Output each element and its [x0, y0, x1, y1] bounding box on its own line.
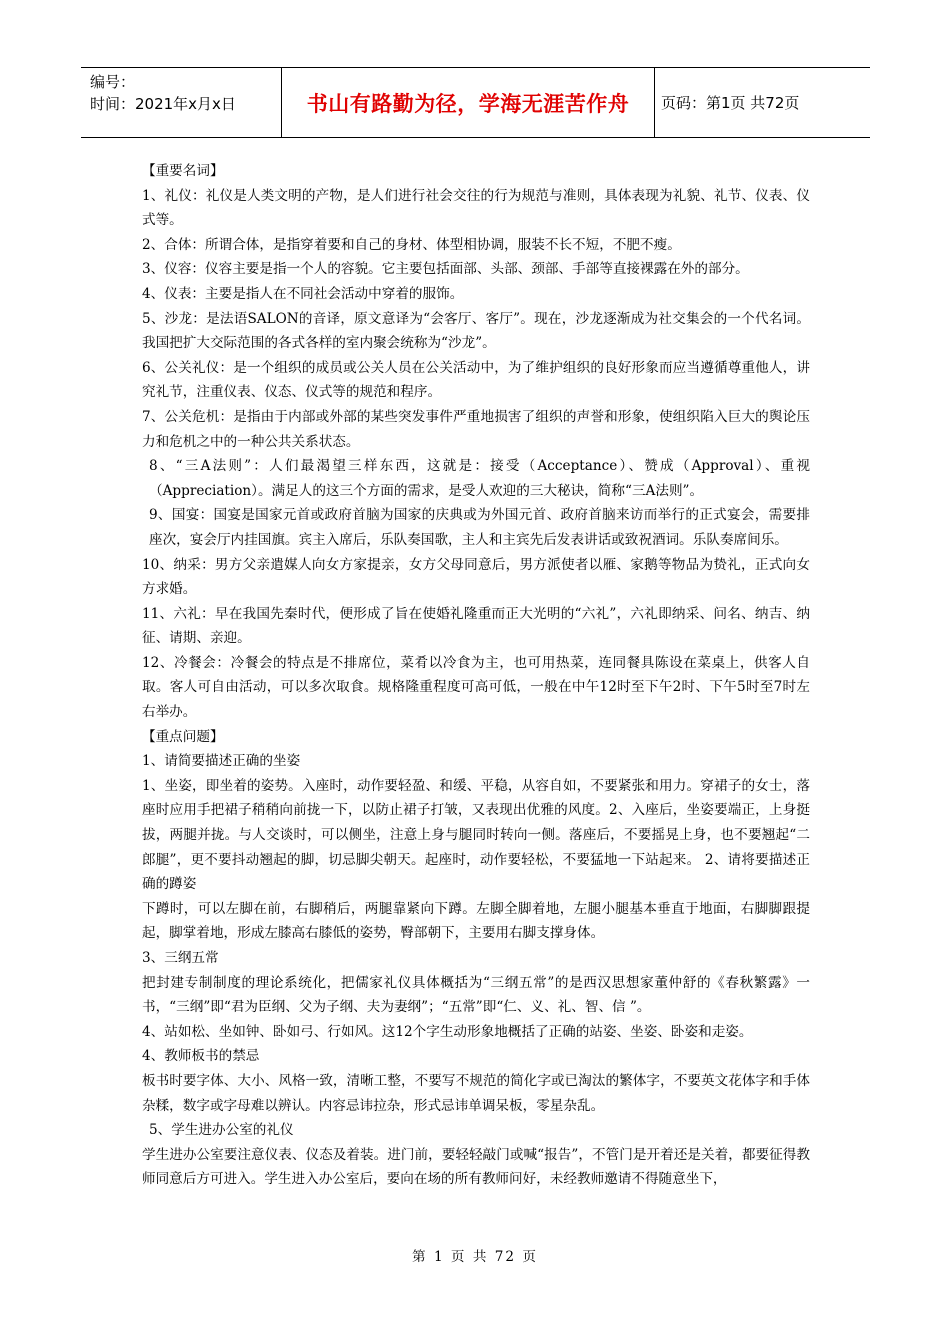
header-page-number: 页码：第1页 共72页 [661, 94, 800, 112]
paragraph: 4、教师板书的禁忌 [142, 1048, 260, 1065]
page-footer: 第 1 页 共 72 页 [412, 1249, 538, 1265]
paragraph: 3、仪容：仪容主要是指一个人的容貌。它主要包括面部、头部、颈部、手部等直接裸露在外的部分。 [142, 261, 749, 278]
paragraph: 下蹲时，可以左脚在前，右脚稍后，两腿靠紧向下蹲。左脚全脚着地，左腿小腿基本垂直于地面，右脚脚跟提起，脚掌着地，形成左膝高右膝低的姿势，臀部朝下，主要用右脚支撑身体。 [142, 900, 810, 942]
paragraph: 4、站如松、坐如钟、卧如弓、行如风。这12个字生动形象地概括了正确的站姿、坐姿、卧姿和走姿。 [142, 1023, 753, 1040]
paragraph: 板书时要字体、大小、风格一致，清晰工整，不要写不规范的简化字或已淘汰的繁体字，不要英文花体字和手体杂糅，数字或字母难以辨认。内容忌讳拉杂，形式忌讳单调呆板，零星杂乱。 [142, 1072, 810, 1114]
paragraph: 学生进办公室要注意仪表、仪态及着装。进门前，要轻轻敲门或喊“报告”，不管门是开着还是关着，都要征得教师同意后方可进入。学生进入办公室后，要向在场的所有教师问好，未经教师邀请不得随意坐下， [142, 1146, 810, 1188]
paragraph: 8、“三A法则”：人们最渴望三样东西，这就是：接受（Acceptance）、赞成（Approval）、重视（Appreciation）。满足人的这三个方面的需求，是受人欢迎的三大秘诀，简称“三A法则”。 [149, 458, 810, 499]
header-motto: 书山有路勤为径，学海无涯苦作舟 [282, 68, 655, 137]
paragraph: 5、沙龙：是法语SALON的音译，原文意译为“会客厅、客厅”。现在，沙龙逐渐成为社交集会的一个代名词。我国把扩大交际范围的各式各样的室内聚会统称为“沙龙”。 [142, 310, 810, 352]
page-header [81, 67, 870, 138]
section-heading-questions: 【重点问题】 [142, 728, 224, 745]
paragraph: 10、纳采：男方父亲遣媒人向女方家提亲，女方父母同意后，男方派使者以雁、家鹅等物品为贽礼，正式向女方求婚。 [142, 556, 810, 598]
section-heading-terms: 【重要名词】 [142, 163, 224, 179]
paragraph: 7、公关危机：是指由于内部或外部的某些突发事件严重地损害了组织的声誉和形象，使组织陷入巨大的舆论压力和危机之中的一种公共关系状态。 [142, 408, 810, 450]
paragraph: 9、国宴：国宴是国家元首或政府首脑为国家的庆典或为外国元首、政府首脑来访而举行的正式宴会，需要排座次，宴会厅内挂国旗。宾主入席后，乐队奏国歌，主人和主宾先后发表讲话或致祝酒词。乐队奏席间乐。 [149, 507, 810, 548]
paragraph: 11、六礼：早在我国先秦时代，便形成了旨在使婚礼隆重而正大光明的“六礼”，六礼即纳采、问名、纳吉、纳征、请期、亲迎。 [142, 605, 810, 647]
paragraph: 把封建专制制度的理论系统化，把儒家礼仪具体概括为“三纲五常”的是西汉思想家董仲舒的《春秋繁露》一书，“三纲”即“君为臣纲、父为子纲、夫为妻纲”；“五常”即“仁、义、礼、智、信 ”。 [142, 974, 810, 1016]
document-date-label: 时间：2021年x月x日 [90, 95, 236, 113]
paragraph: 1、礼仪：礼仪是人类文明的产物，是人们进行社会交往的行为规范与准则，具体表现为礼貌、礼节、仪表、仪式等。 [142, 187, 810, 229]
header-info-cell [81, 68, 282, 137]
paragraph: 6、公关礼仪：是一个组织的成员或公关人员在公关活动中，为了维护组织的良好形象而应当遵循尊重他人，讲究礼节，注重仪表、仪态、仪式等的规范和程序。 [142, 359, 810, 401]
paragraph: 1、请简要描述正确的坐姿 [142, 753, 301, 770]
paragraph: 5、学生进办公室的礼仪 [149, 1122, 294, 1139]
paragraph: 3、三纲五常 [142, 950, 219, 966]
document-body [142, 159, 810, 1192]
paragraph: 2、合体：所谓合体，是指穿着要和自己的身材、体型相协调，服装不长不短，不肥不瘦。 [142, 236, 681, 253]
paragraph: 12、冷餐会：冷餐会的特点是不排席位，菜肴以冷食为主，也可用热菜，连同餐具陈设在菜桌上，供客人自取。客人可自由活动，可以多次取食。规格隆重程度可高可低，一般在中午12时至下午2时、下午5时至7时左右举办。 [142, 654, 810, 721]
paragraph: 4、仪表：主要是指人在不同社会活动中穿着的服饰。 [142, 285, 464, 302]
paragraph: 1、坐姿，即坐着的姿势。入座时，动作要轻盈、和缓、平稳，从容自如，不要紧张和用力。穿裙子的女士，落座时应用手把裙子稍稍向前拢一下，以防止裙子打皱，又表现出优雅的风度。2、入座后，坐姿要端正，上身挺拔，两腿并拢。与人交谈时，可以侧坐，注意上身与腿同时转向一侧。落座后，不要摇晃上身，也不要翘起“二郎腿”，更不要抖动翘起的脚，切忌脚尖朝天。起座时，动作要轻松，不要猛地一下站起来。 2、请将要描述正确的蹲姿 [142, 777, 810, 893]
document-number-label: 编号： [90, 73, 136, 91]
